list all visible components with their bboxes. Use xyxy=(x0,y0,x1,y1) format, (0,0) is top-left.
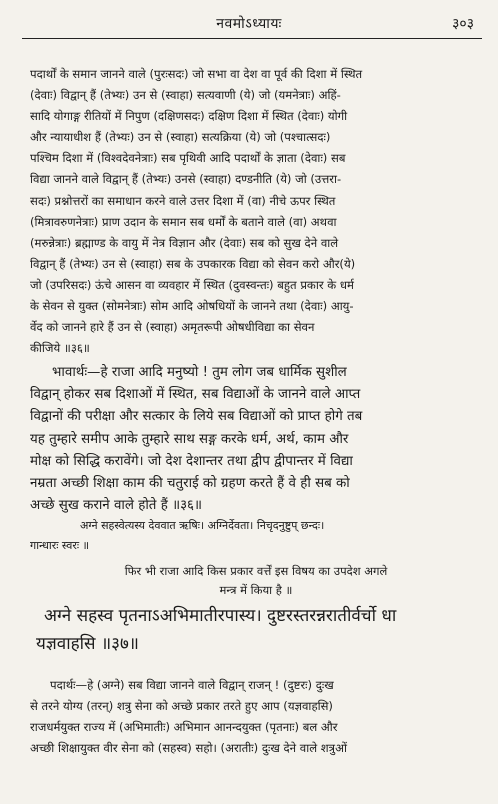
chapter-title: नवमोऽध्यायः xyxy=(216,16,282,32)
text-line: विद्वान् होकर सब दिशाओं में स्थित, सब विद्याओं के जानने वाले आप्त xyxy=(30,387,361,403)
text-line: विद्वान् हैं (तेभ्यः) उन से (स्वाहा) सब के उपकारक विद्या को सेवन करो और(ये) xyxy=(30,256,356,271)
text-line: विद्वानों की परीक्षा और सत्कार के लिये सब विद्याओं को प्राप्त होगे तब xyxy=(30,409,363,425)
text-line: और न्यायाधीश हैं (तेभ्यः) उन से (स्वाहा) सत्यक्रिया (ये) जो (पश्चात्सदः) xyxy=(30,130,331,145)
mantra-verse xyxy=(30,602,482,658)
text-line: भावार्थः—हे राजा आदि मनुष्यो ! तुम लोग जब धार्मिक सुशील xyxy=(52,365,347,380)
text-line: मोक्ष को सिद्धि करावेंगे। जो देश देशान्तर तथा द्वीप द्वीपान्तर में विद्या xyxy=(30,453,353,469)
text-line: अग्ने सहस्व पृतनाऽअभिमातीरपास्य। दुष्टरस्तरन्नरातीर्वर्चो धा xyxy=(44,606,397,626)
rishi-devata-line xyxy=(30,516,482,556)
text-line: अच्छी शिक्षायुक्त वीर सेना को (सहस्व) सहो। (अरातीः) दुःख देने वाले शत्रुओं xyxy=(30,741,347,755)
text-line: मन्त्र में किया है ॥ xyxy=(219,583,293,597)
padartha-paragraph-2 xyxy=(30,675,482,759)
text-line: सदः) प्रश्नोत्तरों का समाधान करने वाले उत्तर दिशा में (वा) नीचे ऊपर स्थित xyxy=(30,193,336,208)
text-line: (मरुन्नेत्राः) ब्रह्माण्ड के वायु में नेत्र विज्ञान और (देवाः) सब को सुख देने वाले xyxy=(30,235,339,250)
text-line: अग्ने सहस्वेत्यस्य देववात ऋषिः। अग्निर्देवता। निचृदनुष्टुप् छन्दः। xyxy=(80,519,325,532)
text-line: र्वेद को जानने हारे हैं उन से (स्वाहा) अमृतरूपी ओषधीविद्या का सेवन xyxy=(30,320,315,335)
text-line: अच्छे सुख कराने वाले होते हैं ॥३६॥ xyxy=(30,498,203,514)
text-line: राजधर्मयुक्त राज्य में (अभिमातीः) अभिमान आनन्दयुक्त (पृतनाः) बल और xyxy=(30,720,338,734)
text-line: पश्चिम दिशा में (विश्वदेवनेत्राः) सब पृथिवी आदि पदार्थों के ज्ञाता (देवाः) सब xyxy=(30,151,346,166)
mantra-introduction xyxy=(30,562,482,600)
text-line: जो (उपरिसदः) ऊंचे आसन वा व्यवहार में स्थित (दुवस्वन्तः) बहुत प्रकार के धर्म xyxy=(30,277,354,292)
text-line: कीजिये ॥३६॥ xyxy=(30,341,90,356)
text-line: यह तुम्हारे समीप आके तुम्हारे साथ सङ्ग करके धर्म, अर्थ, काम और xyxy=(30,431,349,447)
text-line: सादि योगाङ्ग रीतियों में निपुण (दक्षिणसदः) दक्षिण दिशा में स्थित (देवाः) योगी xyxy=(30,109,348,124)
text-line: यज्ञवाहसि ॥३७॥ xyxy=(36,634,139,654)
text-line: फिर भी राजा आदि किस प्रकार वर्त्तें इस विषय का उपदेश अगले xyxy=(124,564,388,578)
text-line: पदार्थः—हे (अग्ने) सब विद्या जानने वाले विद्वान् राजन् ! (दुष्टरः) दुःख xyxy=(50,678,334,692)
page-number: ३०३ xyxy=(452,16,474,32)
text-line: (देवाः) विद्वान् हैं (तेभ्यः) उन से (स्वाहा) सत्यवाणी (ये) जो (यमनेत्राः) अहिं- xyxy=(30,88,341,103)
text-line: नम्रता अच्छी शिक्षा काम की चतुराई को ग्रहण करते हैं वे ही सब को xyxy=(30,475,350,491)
page-header xyxy=(0,14,498,38)
text-line: के सेवन से युक्त (सोमनेत्राः) सोम आदि ओषधियों के जानने तथा (देवाः) आयु- xyxy=(30,299,354,314)
text-line: (मित्रावरुणनेत्राः) प्राण उदान के समान सब धर्मों के बताने वाले (वा) अथवा xyxy=(30,214,337,229)
padartha-paragraph xyxy=(30,64,482,359)
text-line: विद्या जानने वाले विद्वान् हैं (तेभ्यः) उनसे (स्वाहा) दण्डनीति (ये) जो (उत्तरा- xyxy=(30,172,342,187)
text-line: गान्धारः स्वरः ॥ xyxy=(30,539,90,552)
text-line: पदार्थों के समान जानने वाले (पुरःसदः) जो सभा वा देश वा पूर्व की दिशा में स्थित xyxy=(30,67,363,81)
text-line: से तरने योग्य (तरन्) शत्रु सेना को अच्छे प्रकार तरते हुए आप (यज्ञवाहसि) xyxy=(30,699,333,713)
header-rule xyxy=(22,38,482,39)
bhavartha-paragraph xyxy=(30,362,482,517)
